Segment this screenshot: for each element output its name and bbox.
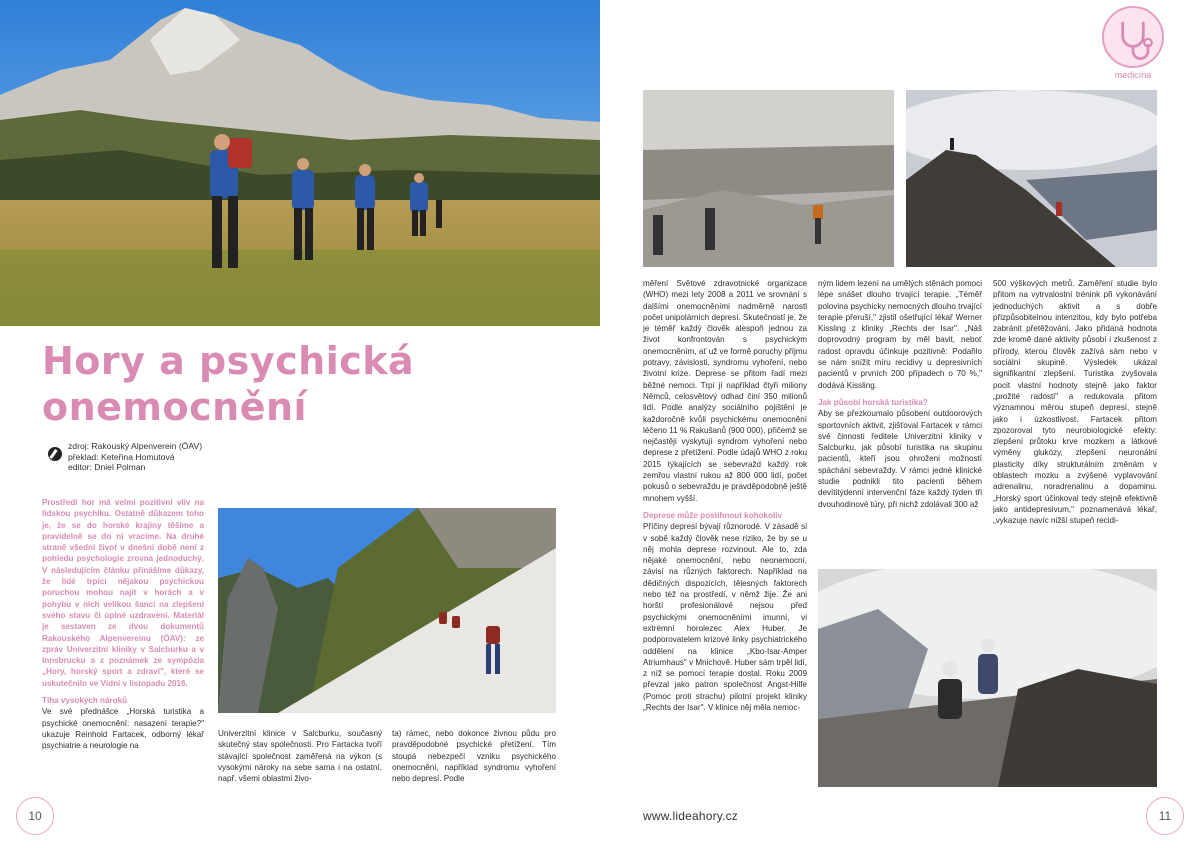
column-5: [818, 278, 982, 560]
credit-source: zdroj: Rakouský Alpenverein (ÖAV): [68, 441, 203, 451]
column-4b-text: Příčiny depresí bývají různorodé. V zásadě si v sobě každý člověk nese riziko, že by se u něj mohla deprese rozvinout. Ale to, zda nějaké onemocnění, nebo neonemocní, závisí na různých faktorech. Například na dědičných dispozicích, tělesných faktorech nebo též na prostředí, v němž žije. Že ani horští profesionálové nejsou před psychickými onemocněními imunní, vi extrémní horolezec Alex Huber. Je podporovatelem krizové linky psychiatrického oddělení na klinice „Kbo-Isar-Amper Atriumhaus" v Mnichově. Huber sám trpěl lidí, z níž se pomocí terapie dostal. Roku 2009 převzal jako patron společnost Angst-Hilfe (Pomoc proti strachu) pilotní projekt kliniky „Rechts der Isar". V klinice něj měla nemoc-: [643, 522, 807, 712]
column-2: [218, 728, 382, 794]
section-heading-1: Tíha vysokých nároků: [42, 696, 128, 706]
section-heading-3: Jak působí horská turistika?: [818, 397, 928, 407]
credits-block: [48, 441, 202, 473]
column-6: [993, 278, 1157, 560]
column-5-text: ným lidem lezení na umělých stěnách pomoci lépe snášet dlouho trvající terapie. „Téměř polovina psychicky nemocných dlouho trvající terapie přeruší," zjistil ošetřující lékař Werner Kissling z kliniky „Rechts der Isar". „Náš doprovodný program by měl bavit, neboť radost opravdu účinkuje pozitivně: Podařilo se nám snížit míru recidivy u depresivních pacientů v prvních 200 případech o 70 %," dodává Kissling.: [818, 279, 982, 390]
photo-hikers-slope: [218, 508, 556, 713]
column-6-text: 500 výškových metrů. Zaměření studie bylo přitom na vytrvalostní trénink při vykonávání jednoduchých aktivit a s dobře přizpůsobitelnou intenzitou, kdy bylo potřeba zabránit přetěžování. Jako přidaná hodnota zde kromě dané aktivity působí i zkušenost z přírody, kterou člověk zažívá sám nebo v sociální skupině. Výsledek ukázal signifikantní zlepšení. Turistika zvyšovala pocit vlastní hodnoty stejně jako faktor „prožité radosti" a redukovala přitom významnou měrou stupeň depresí, stejně jako i úzkostlivost. Fartacek přitom zpozoroval tyto neurobiologické efekty: zlepšení průtoku krve mozkem a látkové výměny glukózy, zlepšení neuronální plasticity díky strukturálním změnám v oblastech mozku a zvýšené vyplavování adrenalinu, noradrenalinu a dopaminu. „Horský sport účinkoval tedy stejně efektivně jako antidepresivum," poznamenává lékař, „vykazuje navíc nižší stupeň recidi-: [993, 279, 1157, 526]
column-2-text: Univerzitní klinice v Salcburku, současný skutečný stav společnosti. Pro Fartacka tvoří stávající společnost zaměřená na výkon (s vysokými nároky na sebe sama i na ostatní, např. všemi oblastmi živo-: [218, 729, 382, 784]
credit-editor: editor: Dniel Polman: [68, 462, 146, 472]
column-4-text: měření Světové zdravotnické organizace (WHO) mezi lety 2008 a 2011 ve srovnání s dalšími onemocněními nadměrně narostl počet unipolárních depresí. Skutečností je, že je téměř každý člověk alespoň jednou za život konfrontován s psychickým onemocněním, ať už ve formě poruchy příjmu potravy, závislosti, syndromu vyhoření, nebo životní krize. Deprese se přitom řadí mezi běžné nemoci. Trpí jí například čtyři miliony Němců, celosvětový odhad činí 350 milionů lidí. Podle analýzy sociálního pojištění je každoročně kvůli psychickému onemocnění léčeno 11 % Rakušanů (900 000), přičemž se nejčastěji vyskytují syndrom vyhoření nebo deprese z přetížení. Podle údajů WHO z roku 2015 týkajících se sebevražd každý rok zemřou vlastní rukou až 800 000 lidí, počet pokusů o sebevraždu je pravděpodobně ještě mnohem vyšší.: [643, 279, 807, 503]
photo-ridge-climbers: [906, 90, 1157, 267]
photo-rocky-terrain: [643, 90, 894, 267]
credit-translation: překlad: Keteřina Homutová: [68, 451, 175, 462]
column-4: [643, 278, 807, 794]
column-3-text: ta) rámec, nebo dokonce živnou půdu pro pravděpodobné psychické přetížení. Tím stoupá nebezpečí vzniku psychického onemocnění, například syndromu vyhoření nebo depresí. Podle: [392, 729, 556, 784]
lead-paragraph: Prostředí hor má velmi pozitivní vliv na lidskou psychiku. Ostatně důkazem toho je, že se do horské krajiny těšíme a pravidelně se do ní vracíme. Na druhé straně všední život v dnešní době není z pohledu psychologie zrovna jednoduchý. V následujícím článku přinášíme důkazy, že lidé trpící nějakou psychickou poruchou mohou najít v horách a v pohybu v nich velikou šanci na zlepšení svého stavu či úplné uzdravení. Materiál je sestaven ze dvou dokumentů Rakouského Alpenvereinu (ÖAV): ze zpráv Univerzitní kliniky v Salcburku a v Innsbrucku a z poznámek ze sympózia „Hory, horský sport a zdraví", které se uskutečnilo ve Vídni v listopadu 2016.: [42, 498, 204, 688]
column-1: [42, 497, 204, 793]
hero-photo-mountain-hikers: [0, 0, 600, 326]
page-number-left: 10: [16, 797, 54, 835]
category-badge: [1102, 6, 1164, 68]
category-label: medicína: [1114, 70, 1152, 80]
column-1-text: Ve své přednášce „Horská turistika a psychické onemocnění: nasazení terapie?" ukazuje Reinhold Fartacek, odborný lékař psychiatrie a neurologie na: [42, 707, 204, 751]
section-heading-2: Deprese může postihnout kohokoliv: [643, 510, 782, 520]
page-number-right: 11: [1146, 797, 1184, 835]
article-title: Hory a psychická onemocnění: [42, 339, 415, 429]
photo-summit-fog: [818, 569, 1157, 787]
stethoscope-icon: [1104, 8, 1162, 66]
website-url[interactable]: www.lideahory.cz: [643, 809, 739, 823]
column-3: [392, 728, 556, 794]
column-5b-text: Aby se přezkoumalo působení outdoorových sportovních aktivit, zjišťoval Fartacek v rámci své činnosti ředitele Univerzitní kliniky v Salcburku, jak působí turistika na skupinu pacientů, kteří jsou ohroženi možností spáchání sebevraždy. V rámci jedné klinické studie podnikli tito pacienti během devítitýdenní intervenční fáze každý týden tři dvouhodinové túry, při nichž zdolávali 300 až: [818, 409, 982, 509]
feather-icon: [48, 447, 62, 461]
